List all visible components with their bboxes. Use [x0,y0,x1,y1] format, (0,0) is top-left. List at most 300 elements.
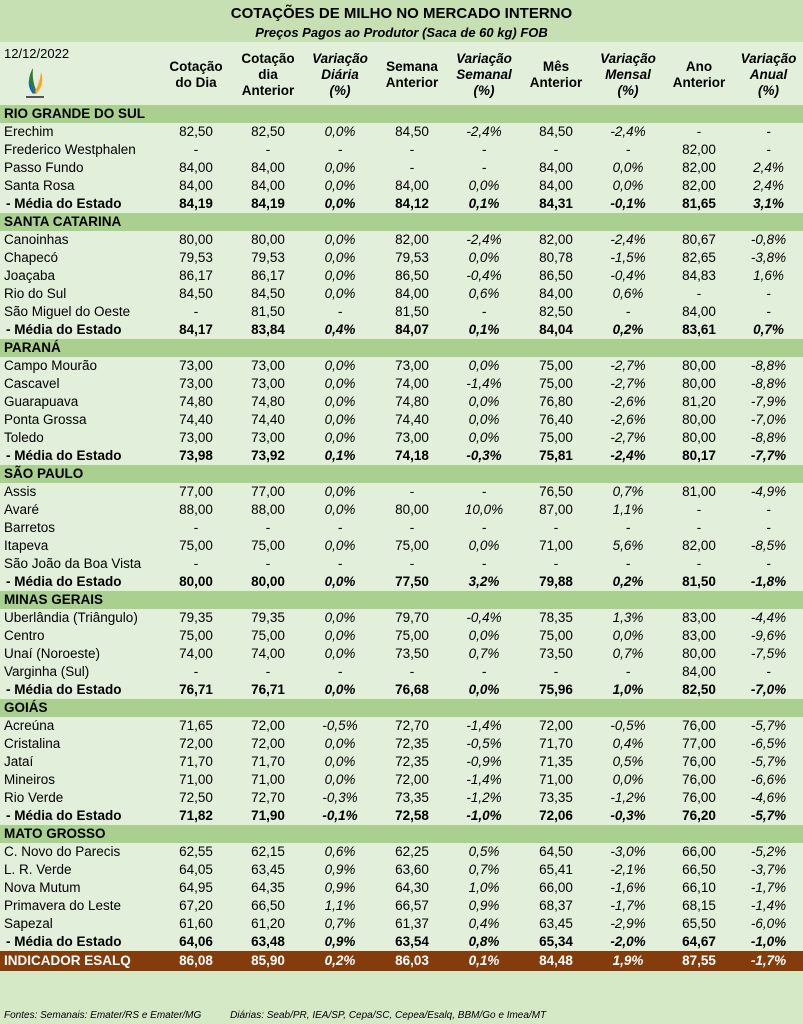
value-cell: - [304,141,376,159]
value-cell: - [520,555,592,573]
value-cell: 0,0% [304,573,376,591]
value-cell: - [734,663,803,681]
value-cell: 79,53 [232,249,304,267]
column-header-1 [160,46,232,104]
table-row [0,879,803,897]
table-row [0,627,803,645]
value-cell: - [160,141,232,159]
value-cell: 84,04 [520,321,592,339]
table-row [0,285,803,303]
value-cell: 3,2% [448,573,520,591]
value-cell: 76,00 [664,753,734,771]
city-name-cell: - Média do Estado [0,321,160,339]
state-average-row [0,573,803,591]
table-row [0,267,803,285]
state-header-row [0,105,803,123]
value-cell: 71,90 [232,807,304,825]
value-cell: 80,00 [232,231,304,249]
value-cell: 65,34 [520,933,592,951]
table-row [0,915,803,933]
value-cell: 86,17 [160,267,232,285]
value-cell: -2,1% [592,861,664,879]
value-cell: 71,70 [232,753,304,771]
value-cell: -8,8% [734,429,803,447]
value-cell: 87,00 [520,501,592,519]
column-header-8 [664,46,734,104]
city-name-cell: - Média do Estado [0,573,160,591]
value-cell: 77,50 [376,573,448,591]
city-name-cell: Canoinhas [0,231,160,249]
value-cell: 0,7% [592,645,664,663]
value-cell: - [232,519,304,537]
value-cell: 0,0% [592,627,664,645]
value-cell: 76,00 [664,771,734,789]
value-cell: -0,3% [304,789,376,807]
value-cell: - [664,501,734,519]
value-cell: 0,4% [304,321,376,339]
value-cell: - [734,123,803,141]
table-row [0,357,803,375]
value-cell: 76,71 [232,681,304,699]
value-cell: 84,50 [376,123,448,141]
value-cell: 75,00 [520,375,592,393]
value-cell: 63,48 [232,933,304,951]
value-cell: 72,00 [160,735,232,753]
table-row [0,141,803,159]
value-cell: -1,7% [592,897,664,915]
state-average-row [0,807,803,825]
value-cell: -7,9% [734,393,803,411]
value-cell: 0,6% [592,285,664,303]
value-cell: 83,61 [664,321,734,339]
value-cell: 63,60 [376,861,448,879]
value-cell: 0,0% [304,159,376,177]
value-cell: 0,2% [304,951,376,971]
corn-leaf-logo-icon [24,64,46,102]
value-cell: -1,0% [448,807,520,825]
value-cell: 83,84 [232,321,304,339]
value-cell: 2,4% [734,159,803,177]
value-cell: -7,0% [734,681,803,699]
city-name-cell: Primavera do Leste [0,897,160,915]
city-name-cell: Mineiros [0,771,160,789]
value-cell: -5,7% [734,753,803,771]
page-subtitle: Preços Pagos ao Produtor (Saca de 60 kg) FOB [0,24,803,42]
value-cell: -0,5% [304,717,376,735]
table-row [0,483,803,501]
value-cell: -2,0% [592,933,664,951]
column-header-text: Variação [456,51,512,66]
value-cell: - [160,303,232,321]
value-cell: -1,5% [592,249,664,267]
value-cell: 0,0% [304,357,376,375]
value-cell: 71,70 [520,735,592,753]
table-row [0,663,803,681]
value-cell: - [304,555,376,573]
value-cell: 80,00 [664,375,734,393]
value-cell: - [448,303,520,321]
state-average-row [0,195,803,213]
value-cell: -2,7% [592,375,664,393]
state-header-row [0,825,803,843]
value-cell: 74,00 [160,645,232,663]
value-cell: 0,0% [304,537,376,555]
value-cell: 84,00 [520,177,592,195]
value-cell: 0,0% [448,357,520,375]
value-cell: 81,50 [232,303,304,321]
value-cell: - [734,285,803,303]
table-row [0,555,803,573]
value-cell: 85,90 [232,951,304,971]
sources-footer [4,1008,799,1024]
value-cell: -0,5% [448,735,520,753]
value-cell: 76,00 [664,789,734,807]
value-cell: 81,20 [664,393,734,411]
value-cell: 3,1% [734,195,803,213]
column-header-text: Anterior [385,75,439,90]
column-header-text: Variação [740,51,797,66]
value-cell: 84,00 [664,663,734,681]
value-cell: 0,0% [448,393,520,411]
value-cell: -1,0% [734,933,803,951]
city-name-cell: Cristalina [0,735,160,753]
value-cell: - [448,555,520,573]
value-cell: 73,00 [160,375,232,393]
value-cell: -2,4% [592,447,664,465]
value-cell: - [160,555,232,573]
value-cell: 80,00 [160,231,232,249]
column-header-text: Ano [685,59,713,74]
table-row [0,177,803,195]
value-cell: -5,2% [734,843,803,861]
value-cell: 72,00 [520,717,592,735]
value-cell: -8,8% [734,357,803,375]
value-cell: - [376,519,448,537]
value-cell: -4,4% [734,609,803,627]
value-cell: 0,4% [592,735,664,753]
value-cell: 86,50 [376,267,448,285]
city-name-cell: Barretos [0,519,160,537]
value-cell: 84,50 [160,285,232,303]
value-cell: -1,8% [734,573,803,591]
value-cell: -0,1% [592,195,664,213]
value-cell: -0,3% [592,807,664,825]
value-cell: 66,57 [376,897,448,915]
state-name: RIO GRANDE DO SUL [0,105,803,123]
column-header-7 [592,46,664,104]
value-cell: -2,7% [592,357,664,375]
value-cell: 71,70 [160,753,232,771]
value-cell: - [734,303,803,321]
value-cell: 74,00 [376,375,448,393]
value-cell: 71,35 [520,753,592,771]
city-name-cell: São João da Boa Vista [0,555,160,573]
value-cell: 63,45 [520,915,592,933]
city-name-cell: Rio Verde [0,789,160,807]
value-cell: 74,40 [160,411,232,429]
table-row [0,753,803,771]
value-cell: -8,8% [734,375,803,393]
value-cell: 73,00 [232,357,304,375]
state-average-row [0,933,803,951]
column-header-text: (%) [757,83,779,98]
value-cell: - [592,555,664,573]
city-name-cell: Varginha (Sul) [0,663,160,681]
value-cell: -0,4% [448,267,520,285]
column-header-text: (%) [329,83,351,98]
value-cell: 0,0% [304,195,376,213]
table-row [0,303,803,321]
value-cell: -2,4% [592,123,664,141]
value-cell: 84,00 [520,159,592,177]
value-cell: 0,0% [304,771,376,789]
value-cell: 0,1% [304,447,376,465]
value-cell: -5,7% [734,717,803,735]
value-cell: 77,00 [664,735,734,753]
value-cell: -3,0% [592,843,664,861]
value-cell: 0,0% [304,267,376,285]
value-cell: 72,00 [232,717,304,735]
column-header-6 [520,46,592,104]
table-row [0,429,803,447]
value-cell: 81,00 [664,483,734,501]
value-cell: 0,0% [304,429,376,447]
city-name-cell: Avaré [0,501,160,519]
table-row [0,231,803,249]
value-cell: 82,00 [664,141,734,159]
column-header-text: Cotação [241,51,295,66]
value-cell: 84,00 [160,159,232,177]
value-cell: 1,3% [592,609,664,627]
value-cell: 0,1% [448,951,520,971]
value-cell: 81,50 [376,303,448,321]
value-cell: 88,00 [160,501,232,519]
value-cell: 0,0% [304,735,376,753]
value-cell: 66,10 [664,879,734,897]
quotation-table [0,105,803,971]
table-row [0,789,803,807]
value-cell: - [734,501,803,519]
value-cell: 75,00 [376,537,448,555]
value-cell: 0,8% [448,933,520,951]
value-cell: 72,70 [376,717,448,735]
column-header-text: Variação [312,51,368,66]
value-cell: - [664,123,734,141]
column-header-text: (%) [473,83,495,98]
value-cell: - [160,519,232,537]
state-header-row [0,465,803,483]
state-average-row [0,681,803,699]
value-cell: - [734,141,803,159]
value-cell: 82,50 [664,681,734,699]
value-cell: 72,50 [160,789,232,807]
value-cell: 76,71 [160,681,232,699]
value-cell: 86,17 [232,267,304,285]
page-title: COTAÇÕES DE MILHO NO MERCADO INTERNO [0,0,803,24]
value-cell: 73,00 [232,429,304,447]
value-cell: 81,65 [664,195,734,213]
report-date: 12/12/2022 [4,46,70,61]
value-cell: 76,00 [664,717,734,735]
value-cell: 0,9% [304,879,376,897]
table-row [0,717,803,735]
indicator-esalq-row [0,951,803,971]
value-cell: 79,70 [376,609,448,627]
city-name-cell: Joaçaba [0,267,160,285]
city-name-cell: Centro [0,627,160,645]
value-cell: 10,0% [448,501,520,519]
value-cell: - [448,483,520,501]
table-row [0,771,803,789]
value-cell: 75,00 [376,627,448,645]
value-cell: 5,6% [592,537,664,555]
value-cell: 73,92 [232,447,304,465]
value-cell: - [448,159,520,177]
value-cell: 75,00 [520,357,592,375]
value-cell: - [304,663,376,681]
table-row [0,897,803,915]
value-cell: 0,0% [304,627,376,645]
value-cell: 0,0% [592,177,664,195]
value-cell: 74,18 [376,447,448,465]
value-cell: 72,35 [376,735,448,753]
value-cell: 63,45 [232,861,304,879]
value-cell: 68,15 [664,897,734,915]
value-cell: 80,00 [664,429,734,447]
value-cell: 62,25 [376,843,448,861]
value-cell: 82,50 [232,123,304,141]
value-cell: 74,00 [232,645,304,663]
value-cell: 73,50 [520,645,592,663]
city-name-cell: Uberlândia (Triângulo) [0,609,160,627]
value-cell: 61,37 [376,915,448,933]
value-cell: 0,0% [304,681,376,699]
value-cell: 86,50 [520,267,592,285]
value-cell: -8,5% [734,537,803,555]
column-header-9 [734,46,803,104]
value-cell: 75,00 [232,627,304,645]
value-cell: 64,30 [376,879,448,897]
value-cell: -1,4% [734,897,803,915]
state-name: SANTA CATARINA [0,213,803,231]
value-cell: 63,54 [376,933,448,951]
table-row [0,645,803,663]
value-cell: 0,5% [448,843,520,861]
value-cell: 68,37 [520,897,592,915]
value-cell: 0,0% [448,177,520,195]
city-name-cell: Ponta Grossa [0,411,160,429]
value-cell: 84,00 [520,285,592,303]
value-cell: - [664,519,734,537]
city-name-cell: Guarapuava [0,393,160,411]
value-cell: 87,55 [664,951,734,971]
city-name-cell: L. R. Verde [0,861,160,879]
value-cell: 66,00 [520,879,592,897]
table-row [0,123,803,141]
value-cell: 72,70 [232,789,304,807]
value-cell: -6,0% [734,915,803,933]
column-header-3 [304,46,376,104]
value-cell: -2,9% [592,915,664,933]
value-cell: -6,5% [734,735,803,753]
value-cell: -1,7% [734,879,803,897]
city-name-cell: São Miguel do Oeste [0,303,160,321]
value-cell: 0,7% [592,483,664,501]
value-cell: -1,2% [592,789,664,807]
city-name-cell: Chapecó [0,249,160,267]
city-name-cell: Cascavel [0,375,160,393]
value-cell: 83,00 [664,627,734,645]
value-cell: 76,20 [664,807,734,825]
state-header-row [0,591,803,609]
value-cell: 88,00 [232,501,304,519]
value-cell: 79,88 [520,573,592,591]
value-cell: 0,0% [448,249,520,267]
value-cell: 0,1% [448,321,520,339]
city-name-cell: Toledo [0,429,160,447]
value-cell: 0,9% [304,861,376,879]
value-cell: 0,0% [304,645,376,663]
value-cell: 82,50 [160,123,232,141]
value-cell: - [520,519,592,537]
table-row [0,411,803,429]
value-cell: 72,58 [376,807,448,825]
value-cell: - [376,483,448,501]
value-cell: -7,5% [734,645,803,663]
column-header-text: Cotação [169,59,223,74]
value-cell: 72,06 [520,807,592,825]
table-row [0,537,803,555]
value-cell: 73,00 [232,375,304,393]
value-cell: 74,40 [232,411,304,429]
value-cell: 0,7% [304,915,376,933]
city-name-cell: Assis [0,483,160,501]
value-cell: 80,67 [664,231,734,249]
city-name-cell: - Média do Estado [0,447,160,465]
column-header-text: (%) [617,83,639,98]
city-name-cell: - Média do Estado [0,681,160,699]
value-cell: 0,6% [304,843,376,861]
value-cell: 84,07 [376,321,448,339]
value-cell: 0,0% [304,249,376,267]
value-cell: 61,20 [232,915,304,933]
value-cell: 0,0% [304,231,376,249]
value-cell: 0,0% [304,609,376,627]
value-cell: - [448,141,520,159]
table-row [0,861,803,879]
value-cell: 66,50 [664,861,734,879]
value-cell: 84,00 [232,177,304,195]
value-cell: - [304,519,376,537]
value-cell: 0,0% [448,411,520,429]
city-name-cell: Itapeva [0,537,160,555]
value-cell: 1,1% [304,897,376,915]
value-cell: 1,0% [448,879,520,897]
value-cell: 0,0% [304,375,376,393]
value-cell: 75,00 [520,627,592,645]
value-cell: 0,4% [448,915,520,933]
value-cell: -1,4% [448,717,520,735]
value-cell: -9,6% [734,627,803,645]
state-name: MATO GROSSO [0,825,803,843]
value-cell: 72,35 [376,753,448,771]
value-cell: 86,03 [376,951,448,971]
value-cell: -1,4% [448,771,520,789]
value-cell: 74,80 [232,393,304,411]
value-cell: 84,19 [232,195,304,213]
value-cell: -3,8% [734,249,803,267]
state-header-row [0,339,803,357]
